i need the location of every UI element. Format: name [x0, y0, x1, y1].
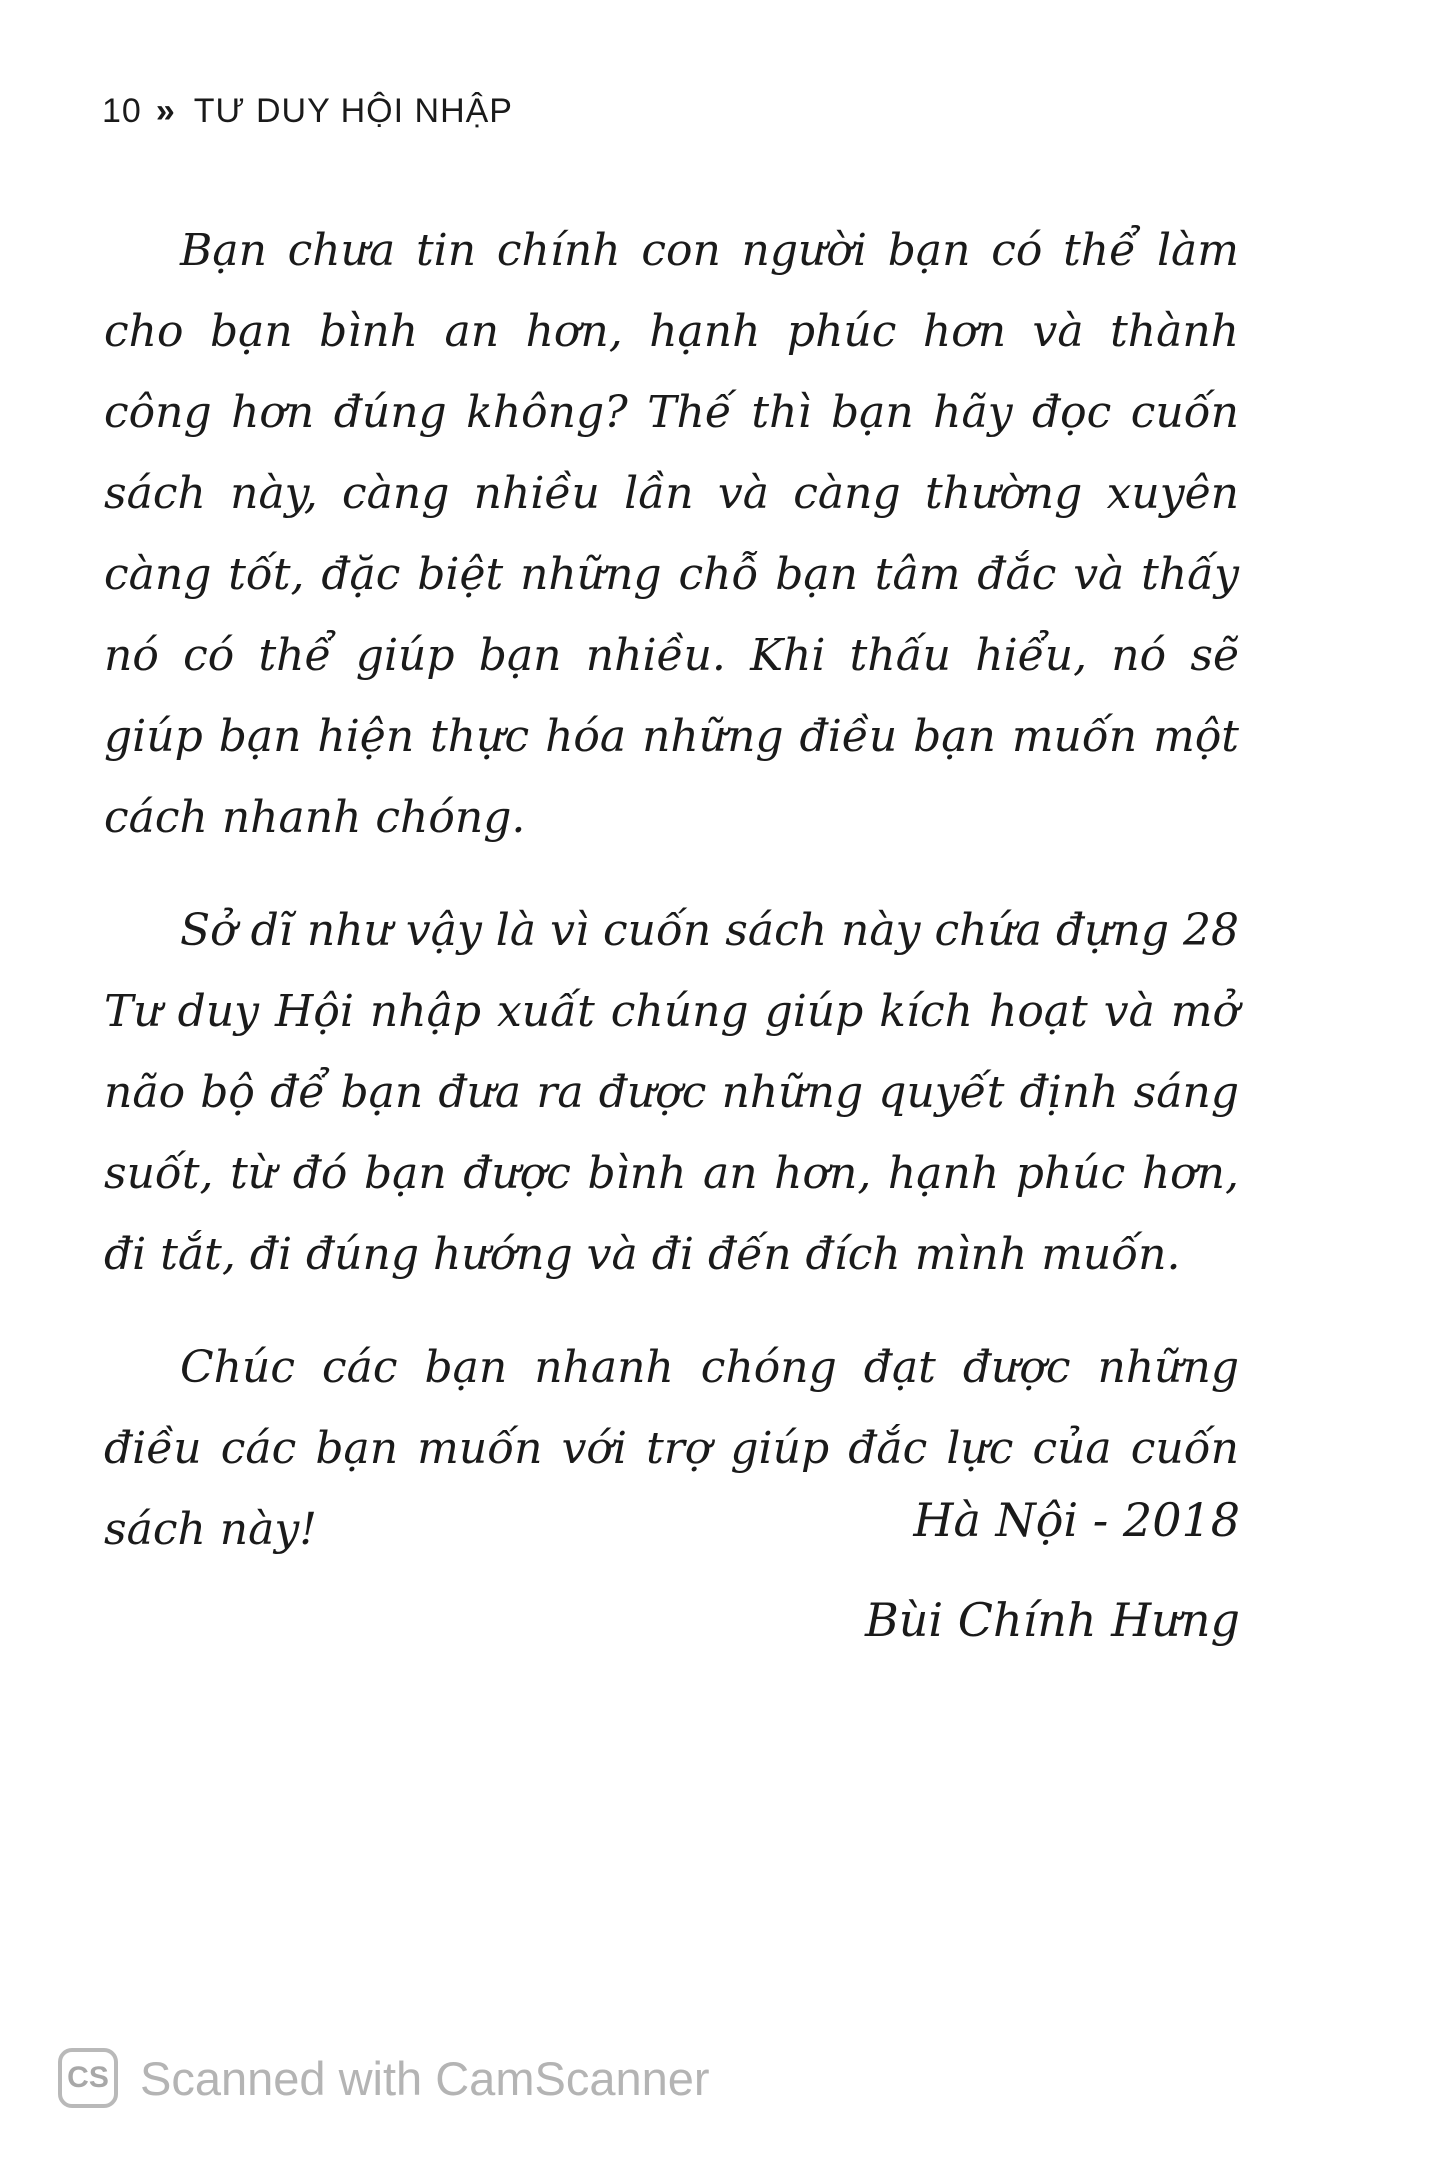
page-number: 10	[102, 92, 142, 130]
watermark-text: Scanned with CamScanner	[140, 2051, 710, 2105]
running-header	[102, 92, 513, 131]
paragraph-3: Chúc các bạn nhanh chóng đạt được những điều các bạn muốn với trợ giúp đắc lực của cuốn sách này!	[104, 1342, 1239, 1555]
camscanner-logo-icon: CS	[58, 2048, 118, 2108]
header-separator: »	[155, 92, 176, 130]
place-date: Hà Nội - 2018	[913, 1493, 1240, 1547]
paragraph-2: Sở dĩ như vậy là vì cuốn sách này chứa đựng 28 Tư duy Hội nhập xuất chúng giúp kích hoạt và mở não bộ để bạn đưa ra được những quyết định sáng suốt, từ đó bạn được bình an hơn, hạnh phúc hơn, đi tắt, đi đúng hướng và đi đến đích mình muốn.	[104, 905, 1239, 1280]
camscanner-watermark	[58, 2048, 710, 2108]
signature-block	[865, 1470, 1240, 1670]
author-name: Bùi Chính Hưng	[865, 1593, 1240, 1647]
paragraph-1: Bạn chưa tin chính con người bạn có thể làm cho bạn bình an hơn, hạnh phúc hơn và thành công hơn đúng không? Thế thì bạn hãy đọc cuốn sách này, càng nhiều lần và càng thường xuyên càng tốt, đặc biệt những chỗ bạn tâm đắc và thấy nó có thể giúp bạn nhiều. Khi thấu hiểu, nó sẽ giúp bạn hiện thực hóa những điều bạn muốn một cách nhanh chóng.	[104, 225, 1239, 843]
body-text	[104, 210, 1239, 1602]
book-title: TƯ DUY HỘI NHẬP	[193, 92, 513, 130]
